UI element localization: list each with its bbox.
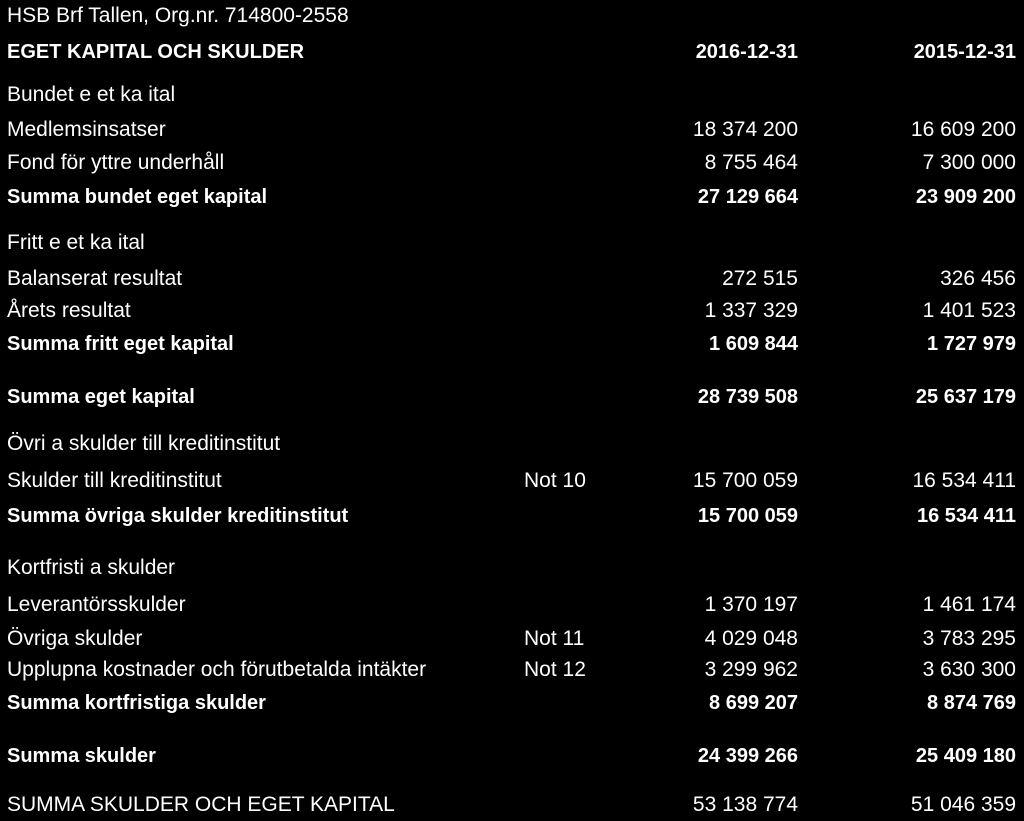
table-row — [0, 741, 1024, 771]
row-label: Summa eget kapital — [7, 386, 195, 408]
row-label: SUMMA SKULDER OCH EGET KAPITAL — [7, 793, 395, 816]
row-note: Not 11 — [524, 627, 585, 650]
row-label: Summa övriga skulder kreditinstitut — [7, 505, 349, 527]
table-row — [0, 553, 1024, 583]
row-label: Summa skulder — [7, 745, 156, 767]
row-value-2016: 8 755 464 — [704, 151, 798, 174]
table-row — [0, 296, 1024, 326]
row-label: Leverantörsskulder — [7, 593, 186, 616]
row-note: Not 12 — [524, 658, 586, 681]
row-label: Summa bundet eget kapital — [7, 186, 268, 208]
row-value-2016: 8 699 207 — [709, 692, 798, 714]
table-row — [0, 655, 1024, 685]
row-value-2015: 1 401 523 — [922, 299, 1016, 322]
table-row — [0, 80, 1024, 110]
row-value-2016: 4 029 048 — [704, 627, 798, 650]
table-row — [0, 382, 1024, 412]
row-value-2015: 1 461 174 — [922, 593, 1016, 616]
column-header-2016: 2016-12-31 — [695, 41, 798, 63]
row-value-2015: 3 630 300 — [922, 658, 1016, 681]
row-label: Kortfristi a skulder — [7, 556, 176, 579]
row-value-2016: 53 138 774 — [692, 793, 798, 816]
row-value-2016: 1 337 329 — [704, 299, 798, 322]
row-value-2016: 3 299 962 — [704, 658, 798, 681]
row-label: Fritt e et ka ital — [7, 231, 145, 254]
section-title: EGET KAPITAL OCH SKULDER — [7, 41, 305, 63]
row-value-2016: 28 739 508 — [697, 386, 798, 408]
row-value-2015: 326 456 — [940, 267, 1016, 290]
row-label: Fond för yttre underhåll — [7, 151, 225, 174]
table-row — [0, 182, 1024, 212]
table-row — [0, 264, 1024, 294]
row-value-2015: 16 534 411 — [917, 505, 1016, 527]
row-label: Medlemsinsatser — [7, 118, 166, 141]
row-value-2015: 3 783 295 — [922, 627, 1016, 650]
row-value-2016: 24 399 266 — [697, 745, 798, 767]
row-value-2015: 16 534 411 — [912, 469, 1016, 492]
table-row — [0, 590, 1024, 620]
row-value-2016: 1 370 197 — [704, 593, 798, 616]
column-header-2015: 2015-12-31 — [913, 41, 1016, 63]
row-label: Balanserat resultat — [7, 267, 183, 290]
row-label: Årets resultat — [7, 299, 131, 322]
row-value-2016: 1 609 844 — [709, 333, 798, 355]
table-row — [0, 790, 1024, 820]
row-value-2015: 25 409 180 — [915, 745, 1016, 767]
row-value-2015: 16 609 200 — [910, 118, 1016, 141]
row-value-2015: 51 046 359 — [910, 793, 1016, 816]
row-value-2016: 15 700 059 — [692, 469, 798, 492]
table-row — [0, 466, 1024, 496]
table-row — [0, 115, 1024, 145]
row-label: Upplupna kostnader och förutbetalda intäkter — [7, 658, 427, 681]
section-title-row — [0, 37, 1024, 67]
row-value-2015: 1 727 979 — [927, 333, 1016, 355]
table-row — [0, 329, 1024, 359]
row-label: Övri a skulder till kreditinstitut — [7, 432, 281, 455]
row-label: Summa kortfristiga skulder — [7, 692, 266, 714]
row-value-2016: 27 129 664 — [697, 186, 798, 208]
row-value-2015: 25 637 179 — [915, 386, 1016, 408]
table-row — [0, 228, 1024, 258]
row-value-2016: 18 374 200 — [692, 118, 798, 141]
table-row — [0, 501, 1024, 531]
row-label: Bundet e et ka ital — [7, 83, 176, 106]
row-label: Övriga skulder — [7, 627, 143, 650]
row-value-2016: 272 515 — [722, 267, 798, 290]
table-row — [0, 624, 1024, 654]
row-value-2015: 23 909 200 — [915, 186, 1016, 208]
row-label: Skulder till kreditinstitut — [7, 469, 222, 492]
row-value-2015: 7 300 000 — [922, 151, 1016, 174]
table-row — [0, 148, 1024, 178]
row-value-2016: 15 700 059 — [697, 505, 798, 527]
row-note: Not 10 — [524, 469, 586, 492]
table-row — [0, 429, 1024, 459]
organization-line: HSB Brf Tallen, Org.nr. 714800-2558 — [7, 4, 349, 27]
table-row — [0, 688, 1024, 718]
row-value-2015: 8 874 769 — [927, 692, 1016, 714]
row-label: Summa fritt eget kapital — [7, 333, 234, 355]
